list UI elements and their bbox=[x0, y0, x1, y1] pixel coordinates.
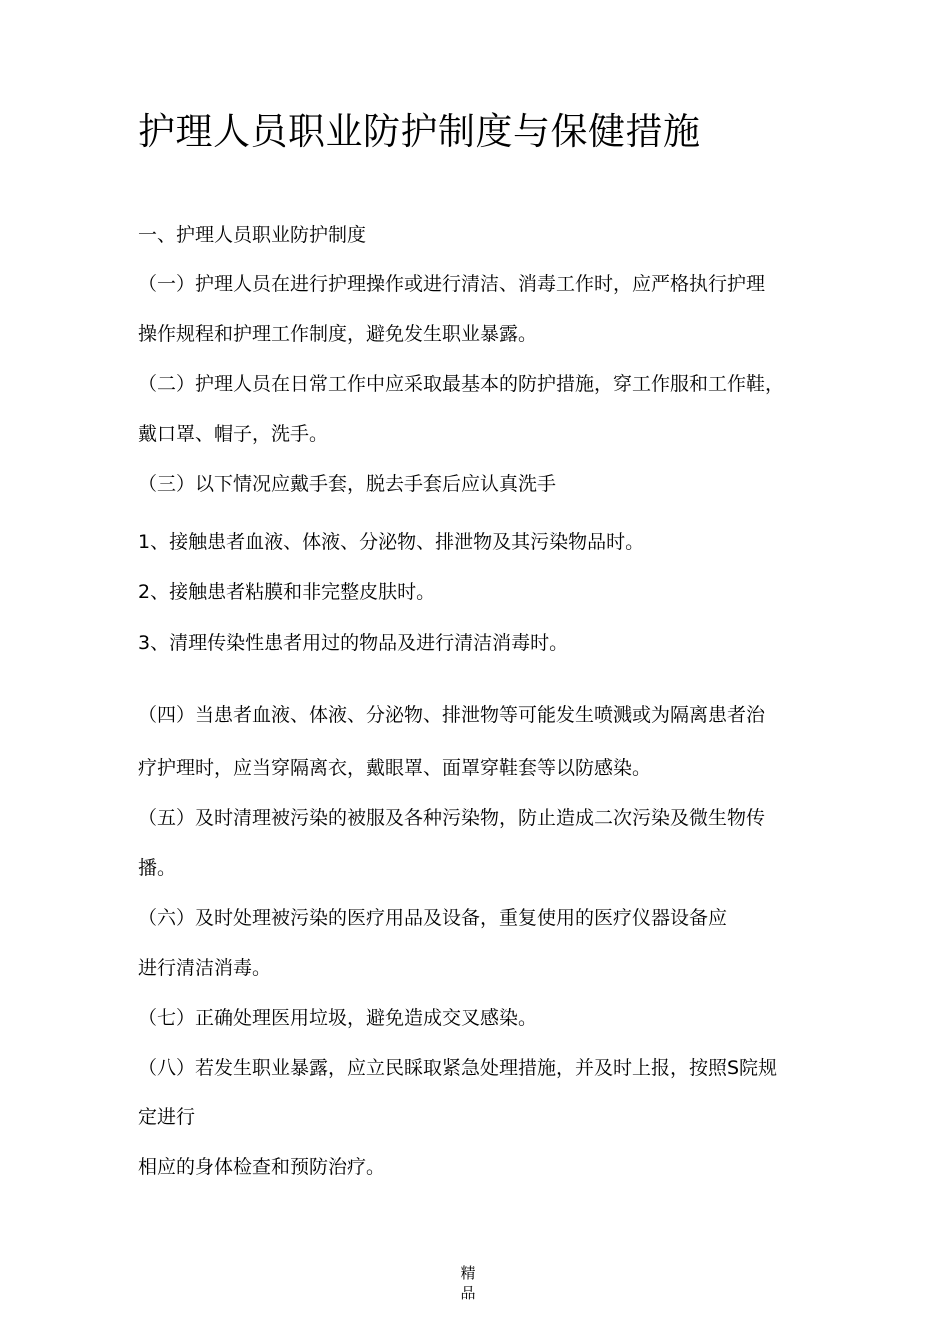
document-title: 护理人员职业防护制度与保健措施 bbox=[138, 110, 701, 153]
paragraph-line: 疗护理时，应当穿隔离衣，戴眼罩、面罩穿鞋套等以防感染。 bbox=[138, 757, 652, 779]
paragraph-line: （八）若发生职业暴露，应立民睬取紧急处理措施，并及时上报，按照S院规 bbox=[138, 1057, 778, 1079]
paragraph-line: （一）护理人员在进行护理操作或进行清洁、消毒工作时，应严格执行护理 bbox=[138, 273, 766, 295]
paragraph-line: 操作规程和护理工作制度，避免发生职业暴露。 bbox=[138, 323, 538, 345]
page-footer bbox=[458, 1263, 478, 1303]
paragraph-line: （七）正确处理医用垃圾，避免造成交叉感染。 bbox=[138, 1007, 538, 1029]
section-heading: 一、护理人员职业防护制度 bbox=[138, 224, 367, 246]
paragraph-line: （四）当患者血液、体液、分泌物、排泄物等可能发生喷溅或为隔离患者治 bbox=[138, 704, 766, 726]
paragraph-line: （六）及时处理被污染的医疗用品及设备，重复使用的医疗仪器设备应 bbox=[138, 907, 728, 929]
footer-char: 精 bbox=[460, 1264, 476, 1282]
paragraph-line: 定进行 bbox=[138, 1106, 196, 1128]
paragraph-line: （二）护理人员在日常工作中应采取最基本的防护措施，穿工作服和工作鞋， bbox=[138, 373, 785, 395]
paragraph-line: 播。 bbox=[138, 857, 177, 879]
paragraph-line: 进行清洁消毒。 bbox=[138, 957, 272, 979]
paragraph-line: 相应的身体检查和预防治疗。 bbox=[138, 1156, 386, 1178]
paragraph-line: （五）及时清理被污染的被服及各种污染物，防止造成二次污染及微生物传 bbox=[138, 807, 766, 829]
paragraph-line: 戴口罩、帽子，洗手。 bbox=[138, 423, 329, 445]
list-item: 2、接触患者粘膜和非完整皮肤时。 bbox=[138, 581, 436, 603]
list-item: 3、清理传染性患者用过的物品及进行清洁消毒时。 bbox=[138, 632, 569, 654]
paragraph-line: （三）以下情况应戴手套，脱去手套后应认真洗手 bbox=[138, 473, 557, 495]
list-item: 1、接触患者血液、体液、分泌物、排泄物及其污染物品时。 bbox=[138, 531, 645, 553]
footer-char: 品 bbox=[460, 1284, 476, 1302]
